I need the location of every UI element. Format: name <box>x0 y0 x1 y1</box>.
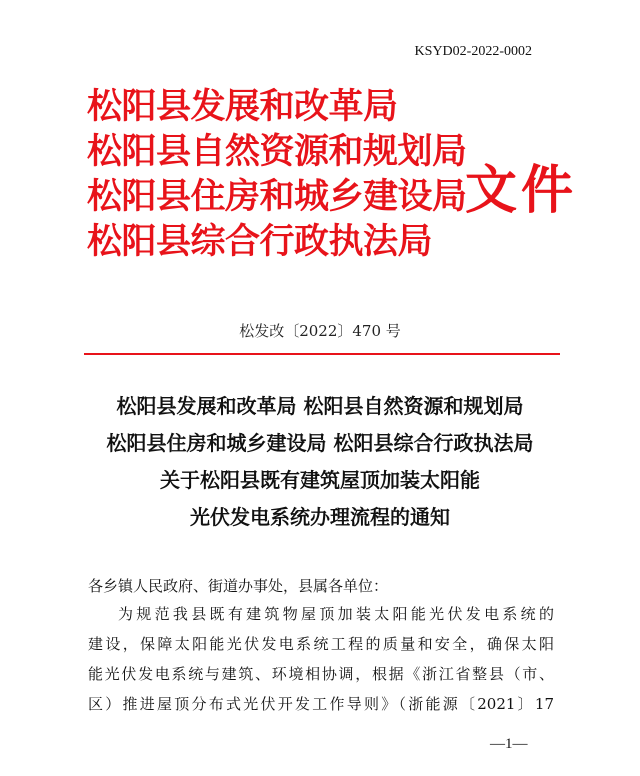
document-code: KSYD02-2022-0002 <box>414 44 532 59</box>
document-suffix: 文件 <box>465 160 578 221</box>
title-line: 松阳县发展和改革局 松阳县自然资源和规划局 <box>116 394 524 418</box>
issuing-agencies <box>87 84 467 264</box>
agency-name: 松阳县综合行政执法局 <box>87 221 433 262</box>
body-line: 建设，保障太阳能光伏发电系统工程的质量和安全，确保太阳 <box>88 635 554 653</box>
agency-name: 松阳县自然资源和规划局 <box>87 131 467 172</box>
file-number: 松发改〔2022〕470 号 <box>239 322 401 340</box>
body-line: 能光伏发电系统与建筑、环境相协调，根据《浙江省整县（市、 <box>88 665 554 683</box>
addressee: 各乡镇人民政府、街道办事处，县属各单位： <box>88 577 389 595</box>
agency-name: 松阳县住房和城乡建设局 <box>87 176 467 217</box>
title-line: 松阳县住房和城乡建设局 松阳县综合行政执法局 <box>106 431 534 455</box>
notice-title <box>0 388 640 536</box>
red-divider <box>84 353 560 355</box>
body-paragraph <box>88 599 554 719</box>
agency-name: 松阳县发展和改革局 <box>87 86 398 127</box>
page-number: —1— <box>490 736 528 752</box>
body-line: 为规范我县既有建筑物屋顶加装太阳能光伏发电系统的 <box>118 605 554 623</box>
title-line: 关于松阳县既有建筑屋顶加装太阳能 <box>160 468 480 492</box>
body-line: 区）推进屋顶分布式光伏开发工作导则》（浙能源〔2021〕17 <box>88 695 554 713</box>
notice-body <box>88 573 554 719</box>
title-line: 光伏发电系统办理流程的通知 <box>190 505 450 529</box>
